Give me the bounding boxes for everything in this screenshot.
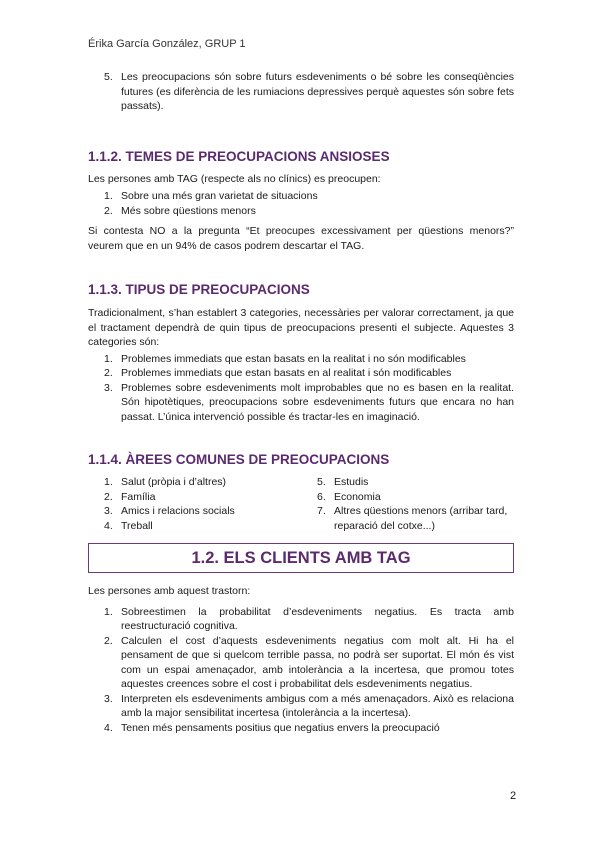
section-title-box bbox=[88, 543, 514, 573]
list-item: 2. Més sobre qüestions menors bbox=[104, 204, 256, 217]
list-item: 3. Problemes sobre esdeveniments molt improbables que no es basen en la realitat. Són hipotètiques, preocupacions sobre esdeveniments futurs que encara no han passat. L’única intervenció possible és tractar-les en imaginació. bbox=[104, 381, 514, 423]
list-tipus bbox=[88, 352, 514, 425]
list-item: 5. Les preocupacions són sobre futurs esdeveniments o bé sobre les conseqüències futures (es diferència de les rumiacions depressives perquè aquestes són sobre fets passats). bbox=[104, 71, 514, 112]
list-item: 6. Economia bbox=[317, 490, 381, 503]
paragraph: Les persones amb TAG (respecte als no clínics) es preocupen: bbox=[88, 172, 381, 185]
list-item: 2. Família bbox=[104, 490, 156, 503]
list-item: 7. Altres qüestions menors (arribar tard, reparació del cotxe...) bbox=[317, 505, 508, 532]
list-temes bbox=[88, 189, 514, 218]
section-title: 1.2. ELS CLIENTS AMB TAG bbox=[191, 548, 411, 567]
list-item: 1. Sobreestimen la probabilitat d’esdeveniments negatius. Es tracta amb reestructuració cognitiva. bbox=[104, 605, 514, 632]
arees-list-right bbox=[301, 475, 514, 533]
arees-columns bbox=[88, 475, 514, 533]
intro-list bbox=[88, 70, 514, 114]
list-item: 1. Sobre una més gran varietat de situacions bbox=[104, 190, 318, 202]
section-heading-tipus: 1.1.3. TIPUS DE PREOCUPACIONS bbox=[88, 282, 310, 297]
list-item: 2. Calculen el cost d’aquests esdeveniments negatius com molt alt. Hi ha el pensament de que si quelcom terrible passa, no podrà ser suportat. El món és vist com un espai amenaçador, amb intolerància a la incertesa, que promou totes aquestes creences sobre el cost i probabilitat dels esdeveniments negatius. bbox=[104, 634, 514, 690]
section-heading-temes: 1.1.2. TEMES DE PREOCUPACIONS ANSIOSES bbox=[88, 148, 390, 164]
list-item: 3. Amics i relacions socials bbox=[104, 505, 235, 517]
arees-list-left bbox=[88, 475, 301, 533]
list-item: 5. Estudis bbox=[317, 476, 369, 488]
list-item: 3. Interpreten els esdeveniments ambigus com a més amenaçadors. Això es relaciona amb la major sensibilitat incertesa (intolerància a la incertesa). bbox=[104, 692, 514, 719]
list-item: 1. Salut (pròpia i d’altres) bbox=[104, 476, 227, 488]
list-clients bbox=[88, 605, 514, 736]
list-item: 1. Problemes immediats que estan basats en la realitat i no són modificables bbox=[104, 352, 466, 365]
paragraph: Tradicionalment, s’han establert 3 categories, necessàries per valorar correctament, ja que el tractament dependrà de quin tipus de preocupacions presenti el subjecte. Aquestes 3 categories són: bbox=[88, 307, 514, 348]
page-content bbox=[88, 70, 514, 735]
section-heading-arees: 1.1.4. ÀREES COMUNES DE PREOCUPACIONS bbox=[88, 452, 390, 467]
list-item: 2. Problemes immediats que estan basats en al realitat i són modificables bbox=[104, 367, 452, 379]
paragraph: Les persones amb aquest trastorn: bbox=[88, 585, 251, 597]
list-item: 4. Tenen més pensaments positius que negatius envers la preocupació bbox=[104, 721, 440, 734]
page-number: 2 bbox=[510, 790, 517, 802]
list-item: 4. Treball bbox=[104, 519, 153, 532]
paragraph: Si contesta NO a la pregunta “Et preocupes excessivament per qüestions menors?” veurem que en un 94% de casos podrem descartar el TAG. bbox=[88, 225, 514, 252]
running-header: Érika García González, GRUP 1 bbox=[88, 38, 246, 50]
